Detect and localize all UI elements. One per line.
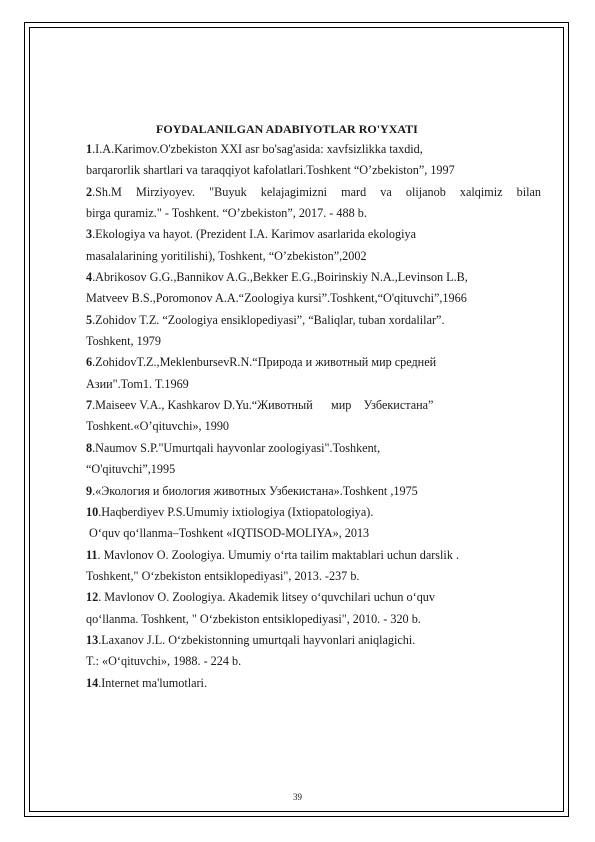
reference-line (86, 651, 541, 672)
reference-text: .Naumov S.P."Umurtqali hayvonlar zoologiyasi".Toshkent, (92, 440, 381, 455)
reference-item (86, 182, 541, 225)
reference-line (86, 395, 541, 416)
reference-line (86, 160, 541, 181)
reference-number: 4 (86, 270, 93, 285)
reference-line (86, 630, 541, 651)
reference-text: Toshkent.«O’qituvchi», 1990 (86, 419, 230, 434)
reference-line (86, 609, 541, 630)
reference-text: Matveev B.S.,Poromonov A.A.“Zoologiya kursi”.Toshkent,“O'qituvchi”,1966 (86, 291, 467, 306)
reference-item (86, 587, 541, 630)
reference-list (86, 139, 541, 694)
reference-text: masalalarining yoritilishi), Toshkent, “O’zbekiston”,2002 (86, 248, 367, 263)
reference-line (86, 224, 541, 245)
reference-item (86, 139, 541, 182)
reference-number: 6 (86, 355, 93, 370)
reference-number: 12 (86, 590, 99, 605)
reference-item (86, 224, 541, 267)
page-title: FOYDALANILGAN ADABIYOTLAR RO'YXATI (156, 122, 418, 136)
reference-line (86, 502, 541, 523)
reference-text: .ZohidovT.Z.,MeklenbursevR.N.“Природа и животный мир средней (92, 355, 437, 370)
reference-text: . Mavlonov O. Zoologiya. Akademik litsey o‘quvchilari uchun o‘quv (98, 590, 435, 605)
reference-text: .«Экология и биология животных Узбекистана».Toshkent ,1975 (92, 483, 418, 498)
reference-text: “O'qituvchi”,1995 (86, 462, 176, 477)
reference-text: .I.A.Karimov.O'zbekiston XXI asr bo'sag'asida: xavfsizlikka taxdid, (92, 142, 423, 156)
reference-item (86, 673, 541, 694)
reference-text: .Haqberdiyev P.S.Umumiy ixtiologiya (Ixtiopatologiya). (98, 504, 374, 519)
reference-line (86, 523, 541, 544)
reference-number: 1 (86, 142, 93, 156)
reference-line (86, 374, 541, 395)
reference-item (86, 395, 541, 438)
reference-line (86, 566, 541, 587)
reference-text: .Maiseev V.A., Kashkarov D.Yu.“Животный мир Узбекистана” (92, 398, 434, 413)
reference-text: barqarorlik shartlari va taraqqiyot kafolatlari.Toshkent “O’zbekiston”, 1997 (86, 163, 455, 178)
reference-item (86, 481, 541, 502)
reference-line (86, 545, 541, 566)
reference-text: birga quramiz." - Toshkent. “O’zbekiston”, 2017. - 488 b. (86, 206, 367, 221)
reference-text: Азии".Tom1. T.1969 (86, 376, 189, 391)
reference-text: qo‘llanma. Toshkent, " O‘zbekiston entsiklopediyasi", 2010. - 320 b. (86, 611, 421, 626)
reference-line (86, 352, 541, 373)
document-body (86, 119, 541, 694)
reference-item (86, 502, 541, 545)
reference-number: 11 (86, 547, 98, 562)
reference-line (86, 310, 541, 331)
reference-line (86, 481, 541, 502)
reference-number: 14 (86, 675, 99, 690)
reference-item (86, 545, 541, 588)
reference-item (86, 630, 541, 673)
reference-line (86, 459, 541, 480)
reference-line (86, 416, 541, 437)
reference-item (86, 352, 541, 395)
reference-number: 13 (86, 632, 99, 647)
reference-text: .Internet ma'lumotlari. (98, 675, 207, 690)
reference-number: 7 (86, 398, 93, 413)
reference-text: .Abrikosov G.G.,Bannikov A.G.,Bekker E.G.,Boirinskiy N.A.,Levinson L.B, (92, 270, 468, 285)
reference-line (86, 246, 541, 267)
reference-line (86, 139, 541, 160)
reference-text: .Laxanov J.L. O‘zbekistonning umurtqali hayvonlari aniqlagichi. (98, 632, 416, 647)
page-number: 39 (293, 792, 302, 802)
reference-text: .Zohidov T.Z. “Zoologiya ensiklopediyasi”, “Baliqlar, tuban xordalilar”. (92, 312, 445, 327)
reference-text: Toshkent, 1979 (86, 334, 161, 349)
reference-line (86, 203, 541, 224)
reference-text: .Ekologiya va hayot. (Prezident I.A. Karimov asarlarida ekologiya (92, 227, 416, 242)
reference-text: T.: «O‘qituvchi», 1988. - 224 b. (86, 654, 242, 669)
reference-text: . Mavlonov O. Zoologiya. Umumiy o‘rta tailim maktablari uchun darslik . (97, 547, 460, 562)
reference-text: O‘quv qo‘llanma–Toshkent «IQTISOD-MOLIYA», 2013 (86, 526, 370, 541)
reference-number: 5 (86, 312, 93, 327)
reference-text: Toshkent," O‘zbekiston entsiklopediyasi", 2013. -237 b. (86, 568, 360, 583)
reference-item (86, 267, 541, 310)
reference-line (86, 182, 541, 203)
reference-line (86, 288, 541, 309)
reference-number: 3 (86, 227, 93, 242)
reference-item (86, 310, 541, 353)
reference-text: .Sh.M Mirziyoyev. "Buyuk kelajagimizni mard va olijanob xalqimiz bilan (92, 184, 541, 199)
reference-line (86, 331, 541, 352)
reference-number: 8 (86, 440, 93, 455)
reference-number: 2 (86, 184, 93, 199)
reference-line (86, 267, 541, 288)
reference-item (86, 438, 541, 481)
reference-number: 10 (86, 504, 99, 519)
reference-line (86, 438, 541, 459)
reference-line (86, 673, 541, 694)
reference-line (86, 587, 541, 608)
reference-number: 9 (86, 483, 93, 498)
